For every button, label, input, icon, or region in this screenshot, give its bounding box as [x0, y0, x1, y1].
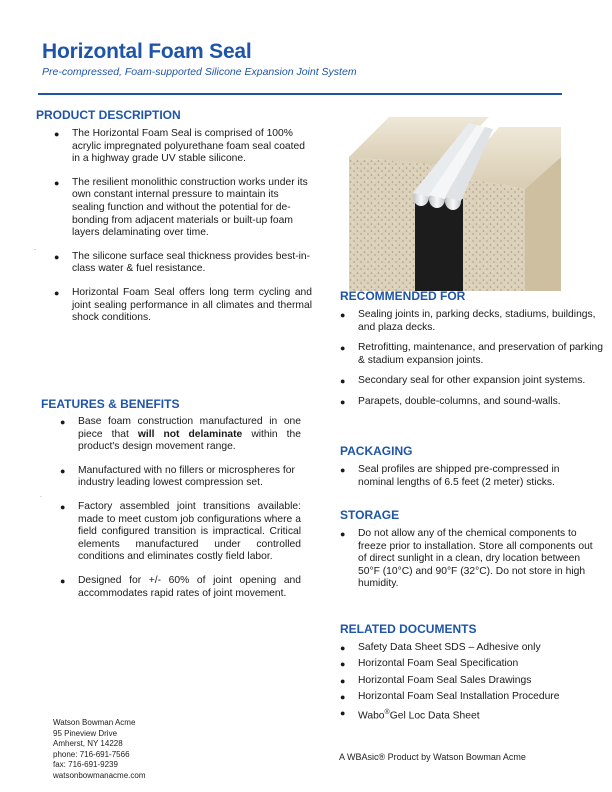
list-item: ● The Horizontal Foam Seal is comprised of 100% acrylic impregnated polyurethane foam seal coated in a highway grade UV stable silicone. — [54, 128, 305, 165]
product-photo — [349, 117, 561, 291]
packaging-list — [340, 464, 598, 489]
related-documents-heading: RELATED DOCUMENTS — [340, 622, 477, 636]
page-subtitle: Pre-compressed, Foam-supported Silicone Expansion Joint System — [42, 66, 357, 78]
product-description-list — [54, 128, 312, 325]
list-item: ● Horizontal Foam Seal Specification — [340, 658, 519, 670]
footer-website-link[interactable]: watsonbowmanacme.com — [53, 770, 146, 780]
footer-tagline: A WBAsic® Product by Watson Bowman Acme — [339, 752, 526, 762]
product-description-heading: PRODUCT DESCRIPTION — [36, 108, 181, 122]
storage-list — [340, 528, 598, 591]
list-item: ● The resilient monolithic construction works under its own constant internal pressure to maintain its sealing function and without the potential for de-bonding from adjacent materials or built-up foam layers delaminating over time. — [54, 176, 308, 239]
recommended-for-list — [340, 309, 603, 409]
list-item: ● Horizontal Foam Seal offers long term cycling and joint sealing performance in all climates and thermal shock conditions. — [54, 286, 312, 324]
list-item: ● Seal profiles are shipped pre-compressed in nominal lengths of 6.5 feet (2 meter) sticks. — [340, 464, 560, 488]
packaging-heading: PACKAGING — [340, 444, 413, 458]
stray-mark: . — [34, 245, 36, 252]
features-benefits-heading: FEATURES & BENEFITS — [41, 397, 180, 411]
list-item: ● Manufactured with no fillers or microspheres for industry leading lowest compression set. — [60, 464, 295, 489]
footer-company: Watson Bowman Acme — [53, 718, 136, 727]
header-divider — [38, 93, 562, 95]
related-documents-list — [340, 642, 598, 723]
features-benefits-list — [60, 416, 301, 600]
list-item: ● Horizontal Foam Seal Sales Drawings — [340, 674, 532, 686]
list-item: ● The silicone surface seal thickness provides best-in-class water & fuel resistance. — [54, 250, 311, 275]
footer-city: Amherst, NY 14228 — [53, 739, 123, 749]
recommended-for-heading: RECOMMENDED FOR — [340, 289, 466, 303]
footer-fax: fax: 716-691-9239 — [53, 760, 118, 770]
list-item: ● Retrofitting, maintenance, and preservation of parking & stadium expansion joints. — [340, 342, 603, 366]
list-item: ● Base foam construction manufactured in one piece that will not delaminate within the product's design movement range. — [60, 416, 301, 453]
list-item: ● Factory assembled joint transitions available: made to meet custom job configurations where a field configured transition is impractical. Critical elements manufactured under controlled conditions and eliminates costly field labor. — [60, 500, 301, 563]
footer-address — [53, 718, 145, 782]
footer-street: 95 Pineview Drive — [53, 728, 118, 738]
list-item: ● Horizontal Foam Seal Installation Procedure — [340, 690, 560, 702]
list-item: ● Sealing joints in, parking decks, stadiums, buildings, and plaza decks. — [340, 309, 596, 333]
stray-mark: . — [40, 492, 42, 499]
list-item: ● Safety Data Sheet SDS – Adhesive only — [340, 642, 541, 653]
list-item: ● Designed for +/- 60% of joint opening and accommodates rapid rates of joint movement. — [60, 574, 301, 599]
storage-heading: STORAGE — [340, 508, 400, 522]
footer-phone: phone: 716-691-7566 — [53, 749, 130, 759]
list-item: ● Do not allow any of the chemical components to freeze prior to installation. Store all components out of direct sunlight in a clean, dry location between 50°F (10°C) and 90°F (32°C). Do not store in high humidity. — [340, 528, 593, 590]
page-title: Horizontal Foam Seal — [42, 40, 252, 63]
list-item: ● Secondary seal for other expansion joint systems. — [340, 375, 586, 387]
list-item: ● Wabo®Gel Loc Data Sheet — [340, 708, 480, 722]
list-item: ● Parapets, double-columns, and sound-walls. — [340, 395, 561, 407]
